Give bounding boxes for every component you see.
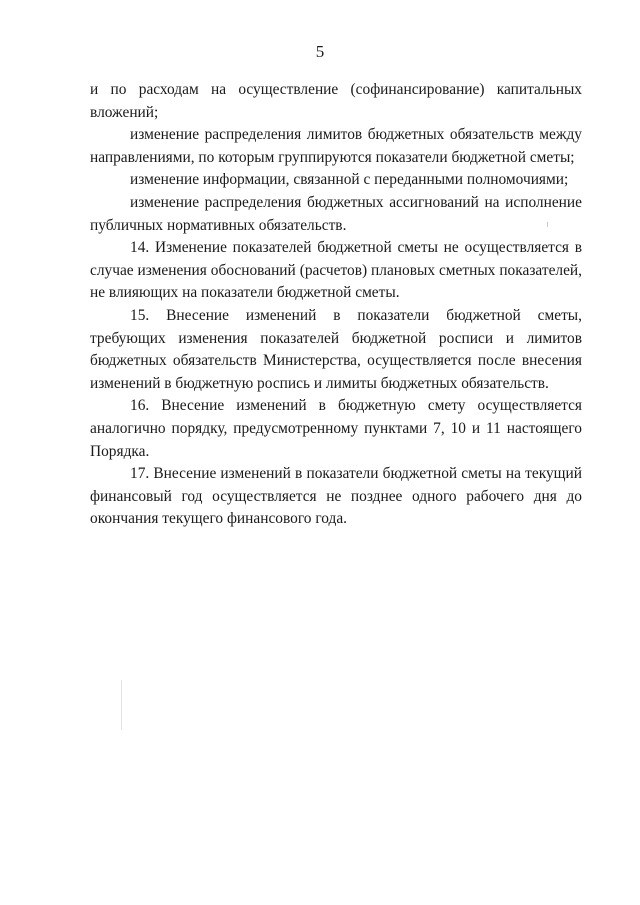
paragraph-item-17: 17. Внесение изменений в показатели бюджетной сметы на текущий финансовый год осуществляется не позднее одного рабочего дня до окончания текущего финансового года. <box>90 465 582 528</box>
page-number: 5 <box>315 42 325 61</box>
paragraph-delegated-powers: изменение информации, связанной с переданными полномочиями; <box>130 171 569 189</box>
document-body <box>90 79 582 531</box>
paragraph-limits-distribution: изменение распределения лимитов бюджетных обязательств между направлениями, по которым группируются показатели бюджетной сметы; <box>90 126 582 166</box>
paragraph-item-14: 14. Изменение показателей бюджетной сметы не осуществляется в случае изменения обоснований (расчетов) плановых сметных показателей, не влияющих на показатели бюджетной сметы. <box>90 239 582 302</box>
paragraph-capital-investments: и по расходам на осуществление (софинансирование) капитальных вложений; <box>90 81 582 121</box>
paragraph-item-16: 16. Внесение изменений в бюджетную смету осуществляется аналогично порядку, предусмотренному пунктами 7, 10 и 11 настоящего Порядка. <box>90 397 582 460</box>
scan-artifact-line <box>121 680 122 730</box>
scan-artifact-mark <box>547 222 548 227</box>
paragraph-item-15: 15. Внесение изменений в показатели бюджетной сметы, требующих изменения показателей бюджетной росписи и лимитов бюджетных обязательств Министерства, осуществляется после внесения изменений в бюджетную роспись и лимиты бюджетных обязательств. <box>90 306 582 392</box>
paragraph-public-obligations: изменение распределения бюджетных ассигнований на исполнение публичных нормативных обязательств. <box>90 193 582 234</box>
